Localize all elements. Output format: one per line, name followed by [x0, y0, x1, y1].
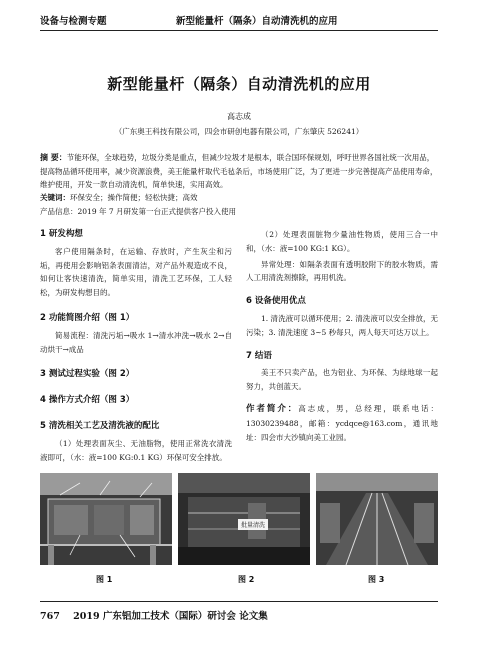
section-1-title: 1 研发构想 [40, 229, 83, 239]
keywords [40, 192, 438, 203]
author-bio-label: 作者简介： [246, 403, 299, 414]
cleaning-machine-photo-3 [316, 473, 438, 565]
footer [40, 608, 268, 622]
keywords-label: 关键词： [40, 193, 70, 202]
section-4-title: 4 操作方式介绍（图 3） [40, 395, 135, 406]
page-number: 767 [40, 611, 60, 622]
section-6-title: 6 设备使用优点 [246, 296, 306, 307]
right-para-1: （2）处理表面脏物少量油性物质，使用三合一中和，（水：液=100 KG:1 KG）。 [246, 230, 438, 253]
section-7-title: 7 结语 [246, 350, 272, 361]
abstract-label: 摘 要： [40, 152, 67, 162]
section-2-text: 简易流程：清洗污垢→吸水 1→清水冲洗→吸水 2→自动烘干→成品 [40, 330, 232, 354]
paper-title: 新型能量杆（隔条）自动清洗机的应用 [107, 75, 371, 93]
right-para-2: 异常处理：如隔条表面有透明胶附下的胶水物质，需人工用清洗剂擦除，再用机洗。 [246, 259, 438, 283]
cleaning-machine-photo-1 [40, 473, 172, 565]
abstract [40, 151, 438, 192]
figure-3-image [316, 473, 438, 565]
left-column [40, 228, 232, 464]
running-header-right: 新型能量杆（隔条）自动清洗机的应用 [176, 16, 338, 27]
figure-1-caption: 图 1 [96, 575, 113, 584]
figure-2-caption: 图 2 [238, 575, 255, 584]
section-6-text: 1. 清洗液可以循环使用；2. 清洗液可以安全排放，无污染；3. 清洗速度 3~5 秒每只，两人每天可达万以上。 [246, 313, 438, 337]
author-name: 高志成 [227, 112, 251, 121]
affiliation: （广东奥王科技有限公司，四会市研创电器有限公司，广东肇庆 526241） [114, 127, 364, 136]
product-info: 产品信息：2019 年 7 月研发第一台正式提供客户投入使用 [40, 207, 237, 216]
section-5-title: 5 清洗相关工艺及清洗液的配比 [40, 420, 160, 431]
author-bio-text: 高志成，男，总经理，联系电话：13030239488，邮箱：ycdqce@163.com，通讯地址：四会市大沙镇向美工业园。 [246, 403, 438, 442]
section-3-title: 3 测试过程实验（图 2） [40, 369, 135, 380]
header-rule [40, 30, 438, 31]
figure-2-sign: 批量清洗 [238, 519, 268, 530]
keywords-text: 环保安全；操作简便；轻松快捷；高效 [70, 193, 198, 202]
abstract-text: 节能环保，全球趋势，垃圾分类是重点，但减少垃圾才是根本，联合国环保规划，呼吁世界各国社统一次用品，提高物品循环使用率，减少资源浪费，美王能量杆取代毛毡条后，市场使用广泛，为了更进一步完善提高产品使用寿命，维护使用，开发一款自动清洗机，简单快速，实用高效。 [40, 153, 438, 189]
figure-1-image [40, 473, 172, 565]
running-header-left: 设备与检测专题 [40, 16, 107, 27]
figure-2-image [178, 473, 310, 565]
figure-3-caption: 图 3 [368, 575, 385, 584]
footer-rule [40, 601, 438, 602]
section-5-text: （1）处理表面灰尘、无油脂物，使用正常洗衣清洗液即可，（水：液=100 KG:0.1 KG）环保可安全排放。 [40, 438, 232, 462]
section-1-text: 客户使用隔条时，在运输、存放时，产生灰尘和污垢，再使用会影响铝条表面清洁，对产品外观造成不良，如何让客快速清洗，简单实用，清洗工艺环保，工人轻松，为研发构想目的。 [40, 246, 232, 298]
footer-text: 2019 广东铝加工技术（国际）研讨会 论文集 [73, 611, 268, 622]
right-column [246, 228, 438, 444]
section-2-title: 2 功能简图介绍（图 1） [40, 312, 135, 323]
author-bio [246, 402, 438, 444]
section-7-text: 美王不只卖产品，也为铝业、为环保、为绿地球一起努力，共创蓝天。 [246, 368, 438, 392]
